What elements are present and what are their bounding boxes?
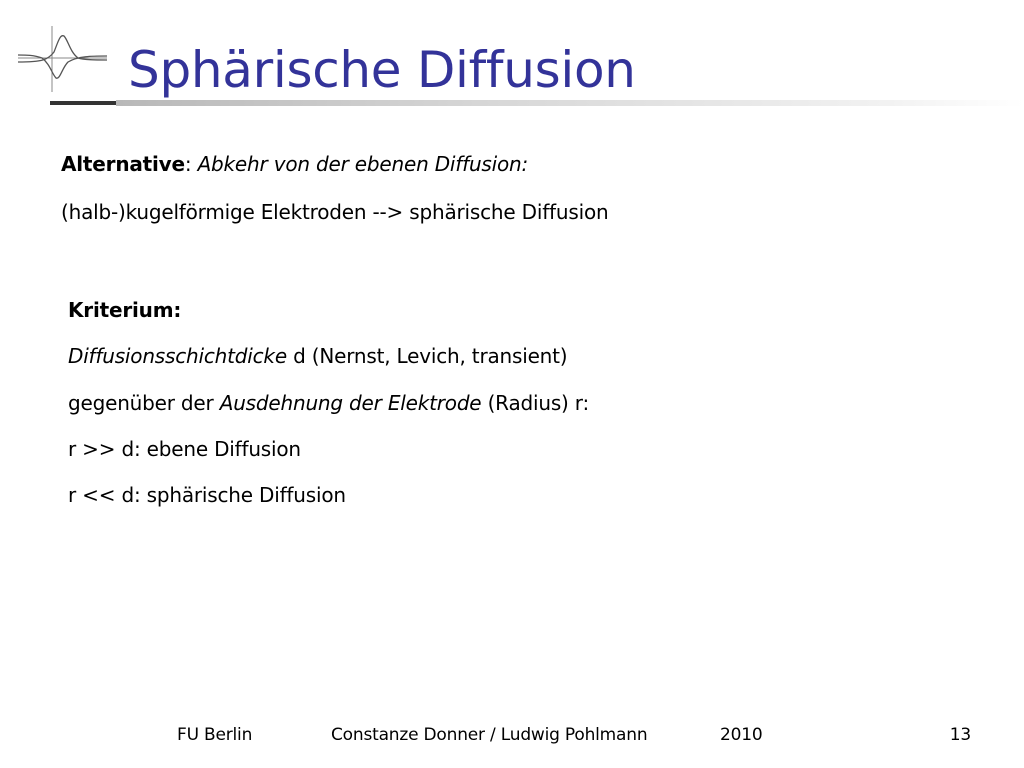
criterion-line-4: r << d: sphärische Diffusion: [68, 483, 346, 507]
footer-year: 2010: [720, 725, 763, 745]
criterion-line-2-post: (Radius) r:: [481, 391, 590, 415]
criterion-line-1-rest: d (Nernst, Levich, transient): [286, 344, 568, 368]
intro-line: [61, 151, 528, 177]
title-rule: [116, 100, 1024, 106]
criterion-line-2-italic: Ausdehnung der Elektrode: [219, 391, 482, 415]
criterion-line-1-italic: Diffusionsschichtdicke: [68, 344, 287, 368]
title-rule-accent: [50, 101, 116, 105]
criterion-line-2-pre: gegenüber der: [68, 391, 220, 415]
criterion-line-1: [68, 343, 567, 369]
footer-institution: FU Berlin: [177, 725, 253, 745]
intro-colon: :: [184, 152, 198, 176]
page-title: Sphärische Diffusion: [128, 41, 636, 99]
intro-line-2: (halb-)kugelförmige Elektroden --> sphärische Diffusion: [61, 200, 609, 224]
footer-page-number: 13: [949, 725, 971, 745]
intro-label: Alternative: [61, 152, 185, 176]
criterion-heading: Kriterium:: [68, 298, 182, 322]
criterion-line-2: [68, 390, 589, 416]
criterion-line-3: r >> d: ebene Diffusion: [68, 437, 301, 461]
intro-italic: Abkehr von der ebenen Diffusion:: [197, 152, 529, 176]
cyclic-voltammogram-logo: [12, 22, 110, 94]
footer-authors: Constanze Donner / Ludwig Pohlmann: [331, 725, 648, 745]
